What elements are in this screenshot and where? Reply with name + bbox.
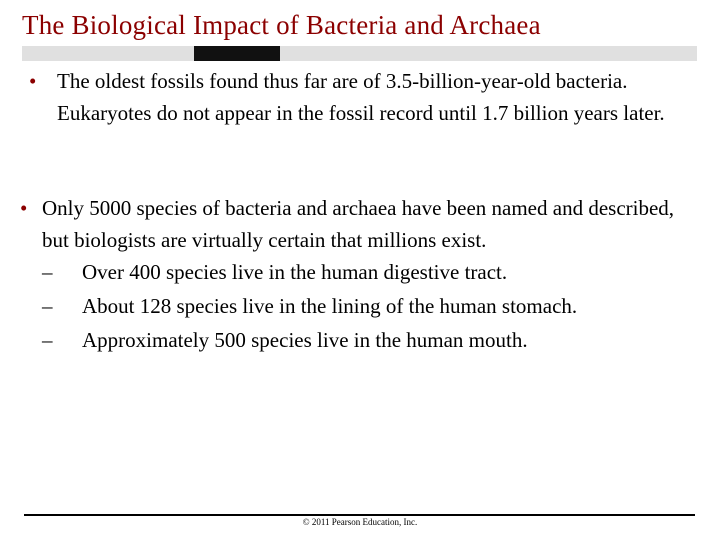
sub-bullet-text: About 128 species live in the lining of the human stomach.	[82, 294, 578, 318]
sub-bullet-marker: –	[42, 328, 53, 352]
title-divider-bar	[22, 46, 697, 61]
sub-bullet-item	[42, 256, 507, 288]
footer-divider	[24, 514, 695, 516]
bullet-marker: •	[29, 69, 37, 93]
title-bar-segment-left	[22, 46, 194, 61]
sub-bullet-marker: –	[42, 260, 53, 284]
sub-bullet-text: Over 400 species live in the human digestive tract.	[82, 260, 508, 284]
slide-title: The Biological Impact of Bacteria and Archaea	[22, 10, 541, 40]
title-bar-segment-right	[280, 46, 697, 61]
sub-bullet-item	[42, 290, 577, 322]
sub-bullet-marker: –	[42, 294, 53, 318]
bullet-text: The oldest fossils found thus far are of 3.5-billion-year-old bacteria. Eukaryotes do not appear in the fossil record until 1.7 billion years later.	[57, 69, 665, 125]
bullet-text: Only 5000 species of bacteria and archaea have been named and described, but biologists are virtually certain that millions exist.	[42, 196, 675, 252]
bullet-marker: •	[20, 196, 28, 220]
sub-bullet-item	[42, 324, 528, 356]
title-bar-segment-dark	[194, 46, 280, 61]
copyright-footer: © 2011 Pearson Education, Inc.	[302, 517, 418, 527]
sub-bullet-text: Approximately 500 species live in the human mouth.	[82, 328, 528, 352]
